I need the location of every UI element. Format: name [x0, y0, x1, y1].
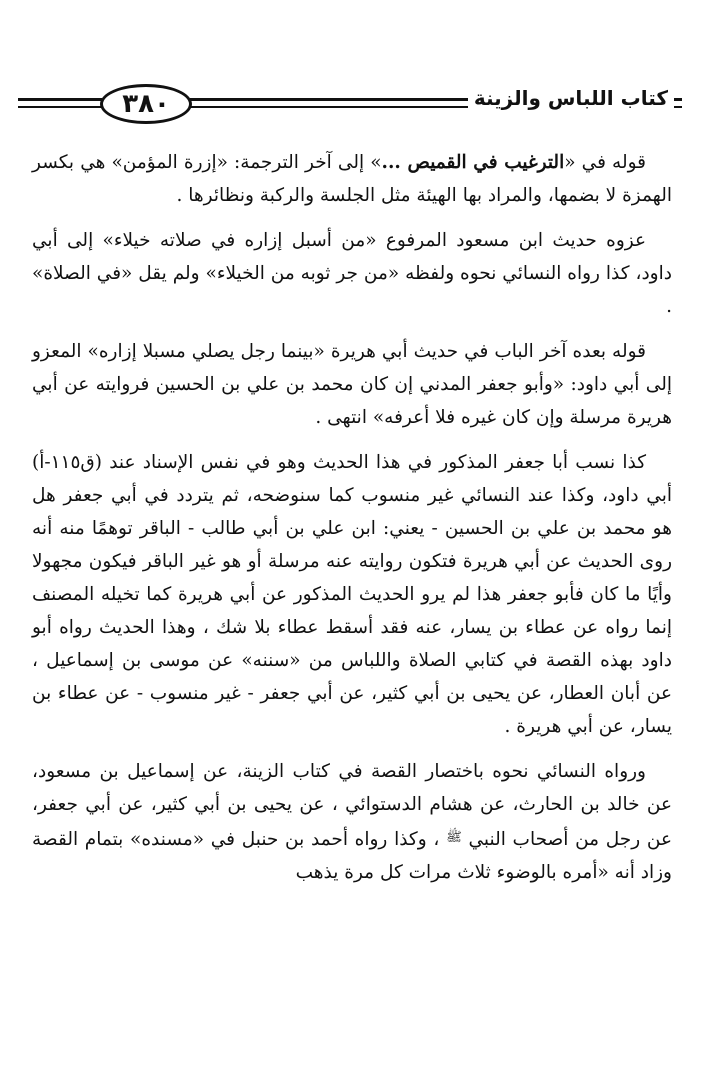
paragraph-2-text: عزوه حديث ابن مسعود المرفوع «من أسبل إزاره في صلاته خيلاء» إلى أبي داود، كذا رواه النسائي نحوه ولفظه «من جر ثوبه من الخيلاء» ولم يقل «في الصلاة» .: [32, 230, 672, 317]
header-rule-left-bottom: [18, 106, 102, 108]
paragraph-1-rest: » إلى آخر الترجمة: «إزرة المؤمن» هي بكسر الهمزة لا بضمها، والمراد بها الهيئة مثل الجلسة والركبة ونظائرها .: [32, 152, 672, 206]
page-header: [18, 80, 682, 132]
paragraph-3: [32, 335, 672, 434]
paragraph-5: [32, 755, 672, 889]
paragraph-4-text: كذا نسب أبا جعفر المذكور في هذا الحديث وهو في نفس الإسناد عند (ق١١٥-أ) أبي داود، وكذا عند النسائي غير منسوب كما سنوضحه، ثم يتردد في أبي جعفر هل هو محمد بن علي بن الحسين - يعني: ابن علي بن أبي طالب - الباقر توهمًا منه أنه روى الحديث عن أبي هريرة فتكون روايته عنه مرسلة أو هو غير الباقر فيكون مجهولا وأيًا ما كان فأبو جعفر هذا لم يرو الحديث المذكور عن أبي هريرة كما تخيله المصنف إنما رواه عن عطاء بن يسار، عنه فقد أسقط عطاء بلا شك ، وهذا الحديث رواه أبو داود بهذه القصة في كتابي الصلاة واللباس من «سننه» عن موسى بن إسماعيل ، عن أبان العطار، عن يحيى بن أبي كثير، عن أبي جعفر - غير منسوب - عن عطاء بن يسار، عن أبي هريرة .: [32, 452, 672, 737]
page-number: ٣٨٠: [100, 84, 192, 124]
paragraph-2: [32, 224, 672, 323]
body-text: [32, 146, 672, 901]
paragraph-5-rest: ، وكذا رواه أحمد بن حنبل في «مسنده» بتمام القصة وزاد أنه «أمره بالوضوء ثلاث مرات كل مرة يذهب: [32, 829, 672, 883]
paragraph-1-emphasis: الترغيب في القميص ...: [381, 152, 565, 173]
paragraph-4: [32, 446, 672, 743]
header-rule-left-top: [18, 98, 102, 101]
paragraph-1-lead: قوله في «: [564, 152, 646, 173]
honorific-glyph: ﷺ: [446, 830, 462, 845]
paragraph-3-text: قوله بعده آخر الباب في حديث أبي هريرة «بينما رجل يصلي مسبلا إزاره» المعزو إلى أبي داود: «وأبو جعفر المدني إن كان محمد بن علي بن الحسين فروايته عن أبي هريرة مرسلة وإن كان غيره فلا أعرفه» انتهى .: [32, 341, 672, 428]
running-title: كتاب اللباس والزينة: [468, 86, 674, 110]
paragraph-1: [32, 146, 672, 212]
paragraph-5-lead: ورواه النسائي نحوه باختصار القصة في كتاب الزينة، عن إسماعيل بن مسعود، عن خالد بن الحارث، عن هشام الدستوائي ، عن يحيى بن أبي كثير، عن أبي جعفر، عن رجل من أصحاب النبي: [32, 761, 673, 850]
